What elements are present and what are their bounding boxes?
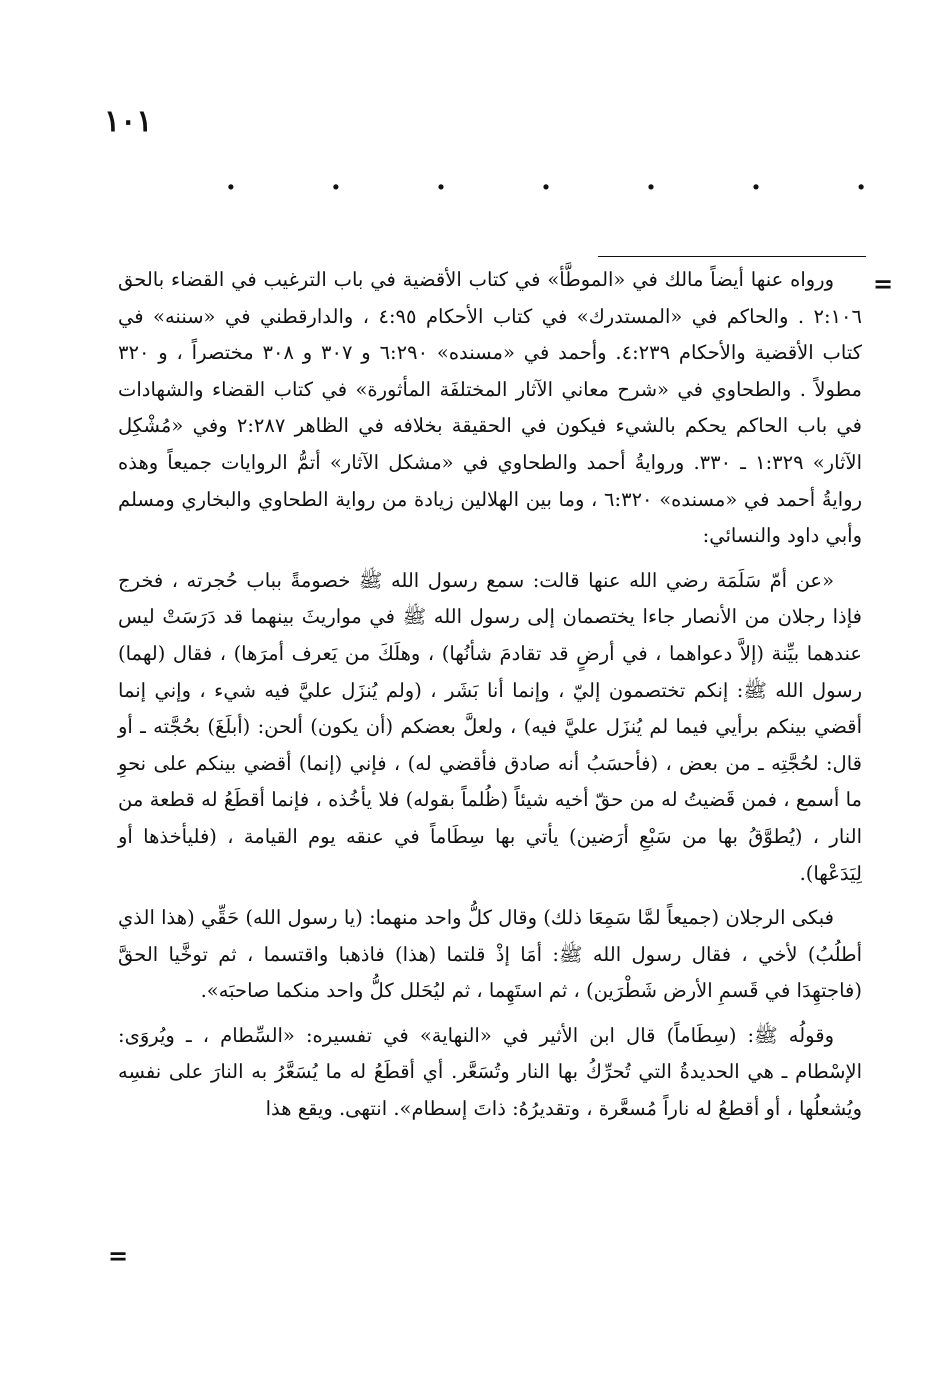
- dot: .: [856, 163, 866, 196]
- footnote-rule: [598, 256, 866, 257]
- dot: .: [226, 163, 236, 196]
- paragraph-sources: ورواه عنها أيضاً مالك في «الموطَّأ» في كتاب الأقضية في باب الترغيب في القضاء بالحق ٢:١٠٦ . والحاكم في «المستدرك» في كتاب الأحكام ٤:٩٥ ، والدارقطني في «سننه» في كتاب الأقضية والأحكام ٤:٢٣٩. وأحمد في «مسنده» ٦:٢٩٠ و ٣٠٧ و ٣٠٨ مختصراً ، و ٣٢٠ مطولاً . والطحاوي في «شرح معاني الآثار المختلفَة المأثورة» في كتاب القضاء والشهادات في باب الحاكم يحكم بالشيء فيكون في الحقيقة بخلافه في الظاهر ٢:٢٨٧ وفي «مُشْكِل الآثار» ١:٣٢٩ ـ ٣٣٠. وروايةُ أحمد والطحاوي في «مشكل الآثار» أتمُّ الروايات جميعاً وهذه روايةُ أحمد في «مسنده» ٦:٣٢٠ ، وما بين الهلالين زيادة من رواية الطحاوي والبخاري ومسلم وأبي داود والنسائي:: [118, 268, 863, 548]
- paragraph-commentary: وقولُه ﷺ: (سِطَاماً) قال ابن الأثير في «النهاية» في تفسيره: «السِّطام ، ـ ويُروَى: الإسْطام ـ هي الحديدةُ التي تُحرِّكُ بها النار وتُسَعَّر. أي أقطَعُ له ما يُسَعَّرُ به النارَ على نفسِه ويُشعلُها ، أو أقطعُ له ناراً مُسعَّرة ، وتقديرُهُ: ذاتَ إسطام». انتهى. ويقع هذا: [118, 1023, 862, 1121]
- dot: .: [751, 163, 761, 196]
- continuation-mark-bottom: =: [108, 1241, 129, 1270]
- footnote-body: [118, 262, 862, 1128]
- dot: .: [541, 163, 551, 196]
- continuation-mark-top: =: [873, 269, 894, 298]
- dot: .: [331, 163, 341, 196]
- section-dots: [226, 163, 866, 196]
- dot: .: [436, 163, 446, 196]
- paragraph-hadith: «عن أمّ سَلَمَة رضي الله عنها قالت: سمع رسول الله ﷺ خصومةً بباب حُجرته ، فخرج فإذا رجلان من الأنصار جاءا يختصمان إلى رسول الله ﷺ في مواريثَ بينهما قد دَرَسَتْ ليس عندهما بيِّنة (إلاَّ دعواهما ، في أرضٍ قد تقادمَ شأنُها) ، وهلَكَ من يَعرف أمرَها) ، فقال (لهما) رسول الله ﷺ: إنكم تختصمون إليّ ، وإنما أنا بَشَر ، (ولم يُنزَل عليَّ فيه شيء ، وإني إنما أقضي بينكم برأيي فيما لم يُنزَل عليَّ فيه) ، ولعلَّ بعضكم (أن يكون) ألحن: (أبلَغَ) بحُجَّته ـ أو قال: لحُجَّتِه ـ من بعض ، (فأحسَبُ أنه صادق فأقضي له) ، فإني (إنما) أقضي بينكم على نحوِ ما أسمع ، فمن قَضيتُ له من حقّ أخيه شيئاً (ظُلماً بقوله) فلا يأخُذه ، فإنما أقطَعُ له قطعة من النار ، (يُطوَّقُ بها من سَبْعِ أرَضين) يأتي بها سِطَاماً في عنقه يوم القيامة ، (فليأخذها أو لِيَدَعْها).: [118, 568, 862, 885]
- paragraph-hadith-continued: فبكى الرجلان (جميعاً لمَّا سَمِعَا ذلك) وقال كلُّ واحد منهما: (يا رسول الله) حَقِّي (هذا الذي أطلُبُ) لأخي ، فقال رسول الله ﷺ: أمَا إذْ قلتما (هذا) فاذهبا واقتسما ، ثم توخَّيا الحقَّ (فاجتهِدَا في قَسمِ الأرض شَطْرَين) ، ثم استَهِما ، ثم ليُحَلل كلُّ واحد منكما صاحبَه».: [118, 906, 862, 1003]
- page-number: ١٠١: [104, 104, 153, 139]
- dot: .: [646, 163, 656, 196]
